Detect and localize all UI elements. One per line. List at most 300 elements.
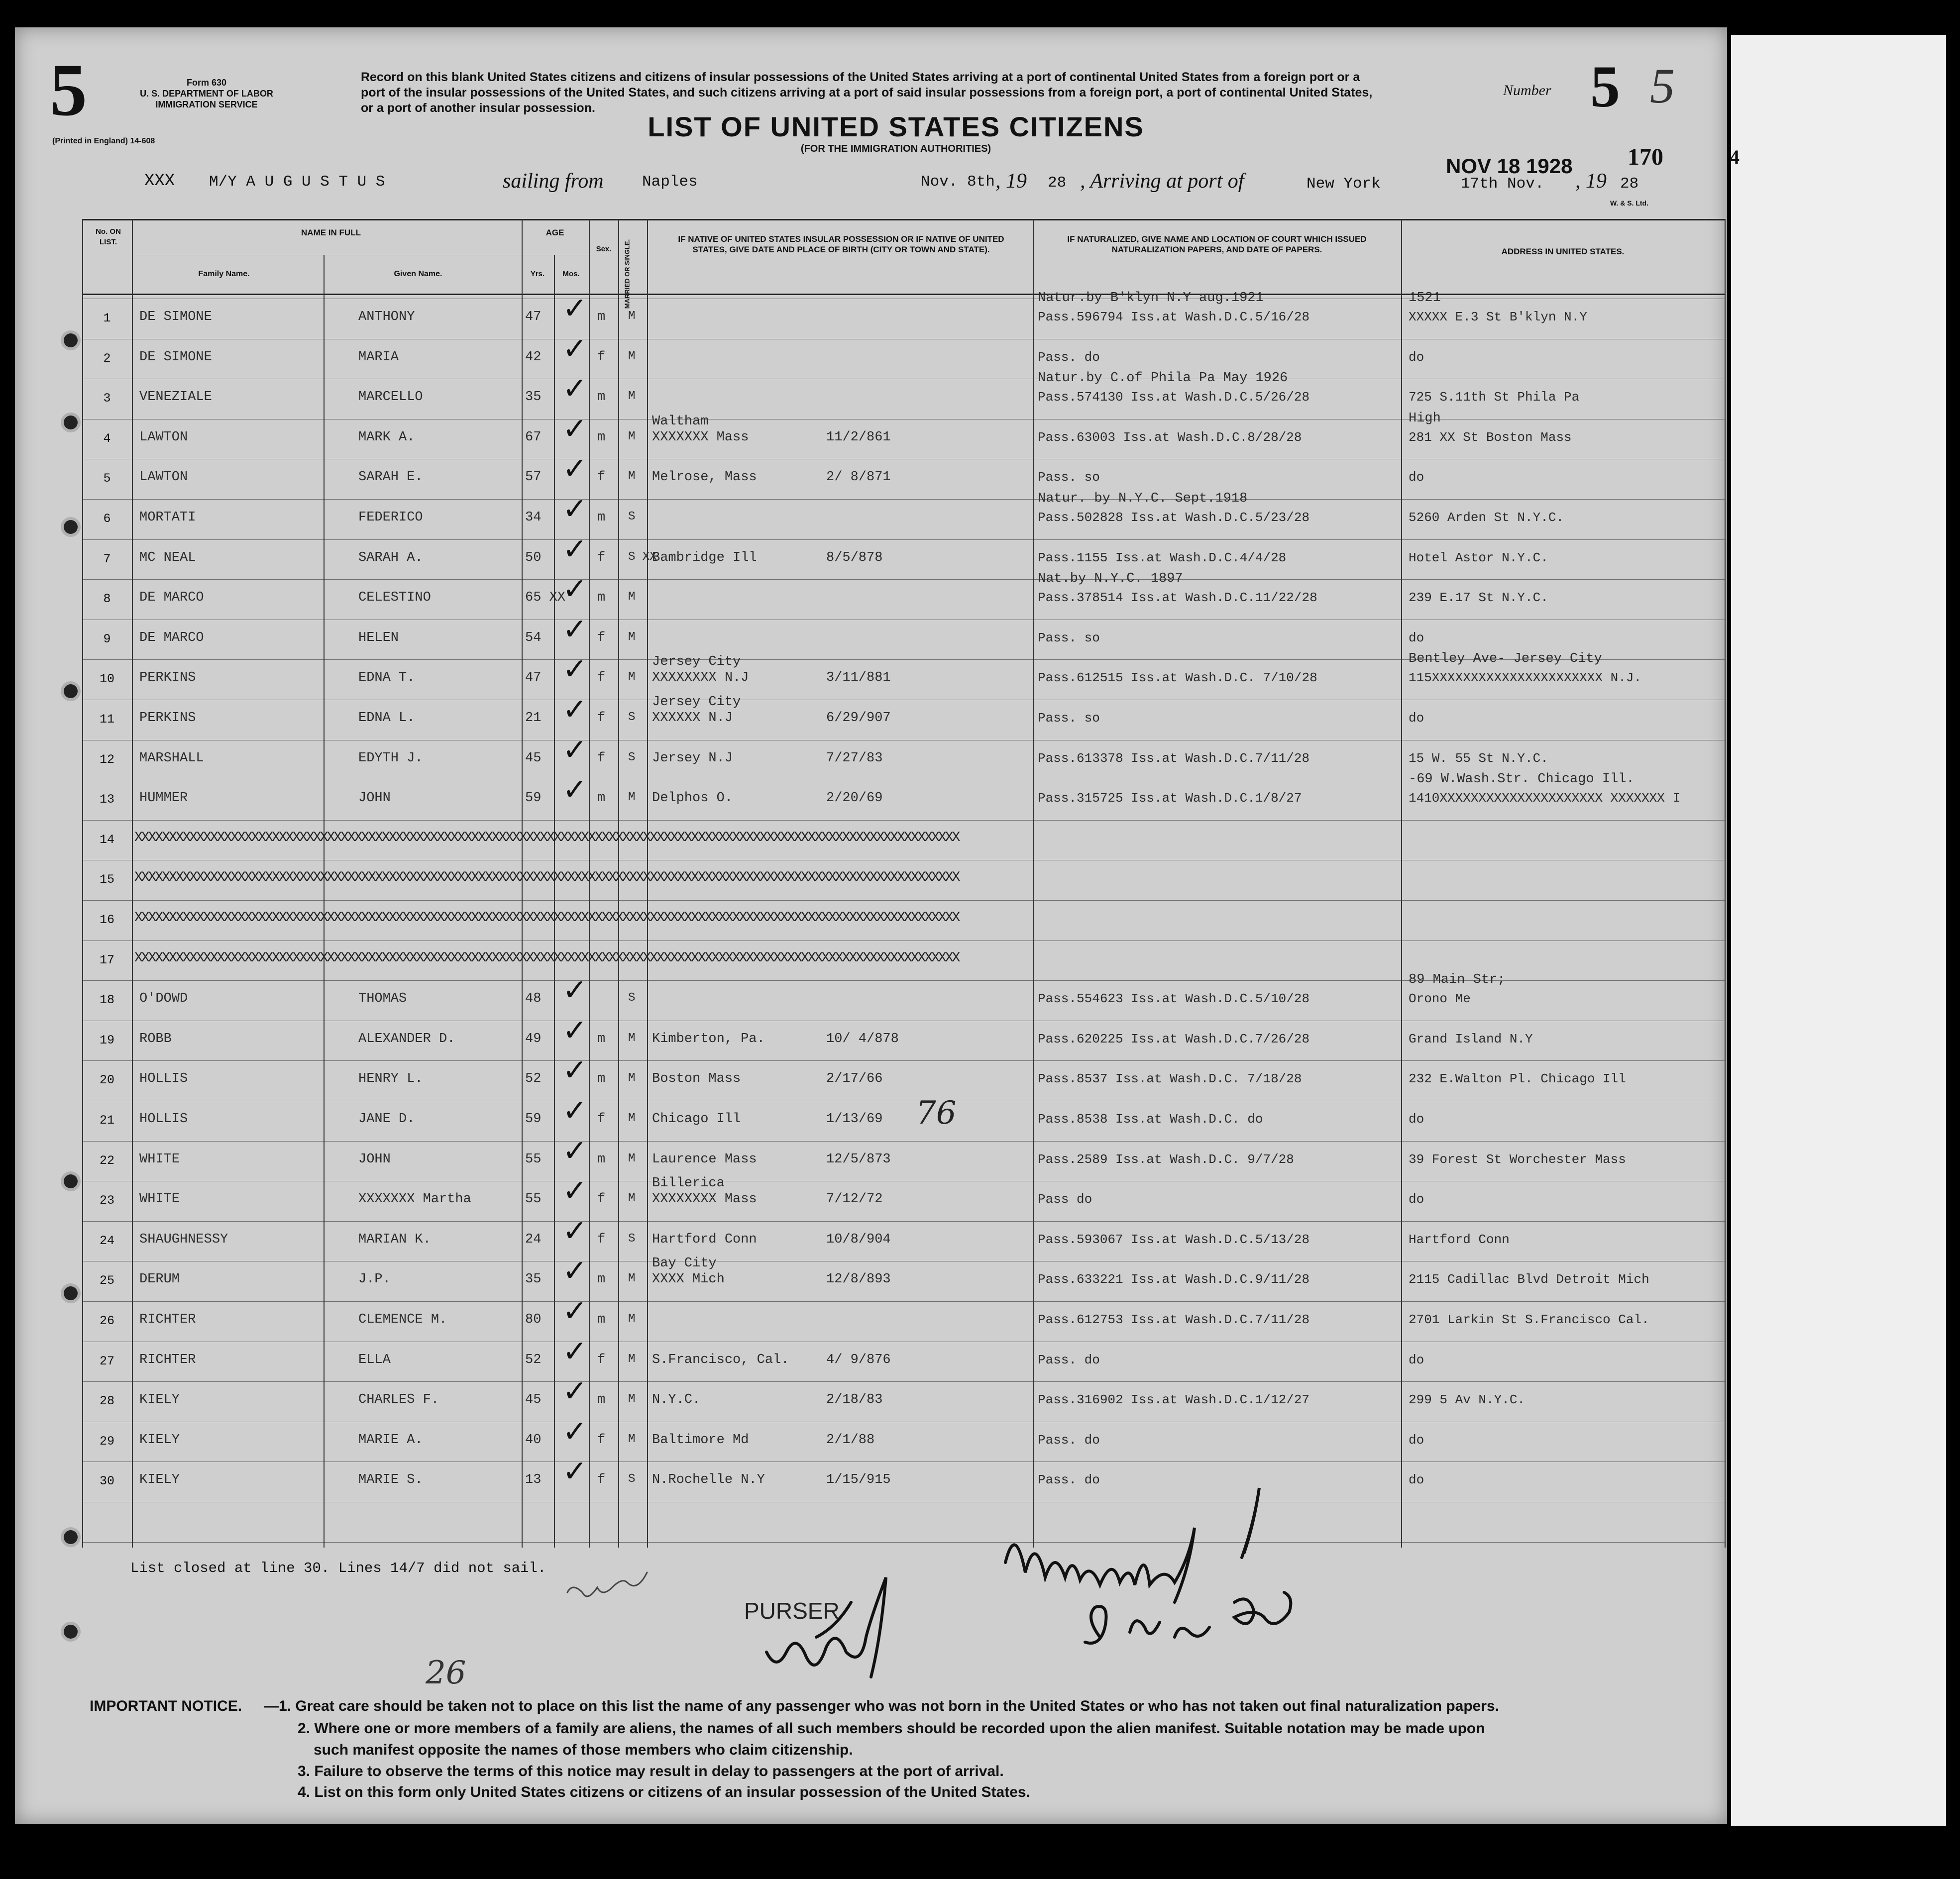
naturalization-court: Natur.by B'klyn N.Y aug.1921 — [1038, 291, 1264, 306]
birth-place: Bambridge Ill — [652, 550, 757, 565]
passport-details: Pass. so — [1038, 711, 1100, 726]
marital-status: S — [628, 1472, 636, 1486]
birth-place: Melrose, Mass — [652, 470, 757, 485]
check-mark: ✓ — [562, 1214, 588, 1249]
marital-status: M — [628, 1312, 636, 1326]
row-number: 27 — [99, 1354, 114, 1368]
row-number: 12 — [99, 752, 114, 767]
age-years: 40 — [525, 1433, 542, 1448]
header-instructions: Record on this blank United States citizens and citizens of insular possessions of the United States arriving at a port of continental United States from a foreign port or a port of the insular possessions of the United States, and such citizens arriving at a port of said insular possessions from a foreign port, a port of continental United States, or a port of another insular possession. — [361, 70, 1373, 115]
address: do — [1409, 1353, 1424, 1367]
birth-date: 2/17/66 — [826, 1071, 883, 1086]
marital-status: M — [628, 590, 636, 604]
closing-note: List closed at line 30. Lines 14/7 did not sail. — [130, 1560, 546, 1576]
passport-details: Pass. so — [1038, 630, 1100, 645]
given-name: XXXXXXX Martha — [358, 1192, 471, 1207]
family-name: O'DOWD — [139, 991, 188, 1006]
address: Hotel Astor N.Y.C. — [1409, 550, 1548, 565]
age-years: 45 — [525, 1392, 542, 1407]
given-name: MARIE S. — [358, 1472, 423, 1487]
address: 725 S.11th St Phila Pa — [1409, 390, 1580, 405]
marital-status: S — [628, 991, 636, 1005]
col-header-naturalized: IF NATURALIZED, GIVE NAME AND LOCATION OF COURT WHICH ISSUED NATURALIZATION PAPERS, AND DATE OF PAPERS. — [1067, 234, 1367, 254]
given-name: JANE D. — [358, 1112, 415, 1127]
naturalization-court: Natur.by C.of Phila Pa May 1926 — [1038, 371, 1288, 386]
age-years: 59 — [525, 1112, 542, 1127]
birth-date: 7/12/72 — [826, 1192, 883, 1207]
birth-date: 12/8/893 — [826, 1272, 891, 1287]
marital-status: S — [628, 751, 636, 764]
sex: f — [597, 630, 606, 645]
age-years: 45 — [525, 751, 542, 766]
birth-place: N.Y.C. — [652, 1392, 701, 1407]
given-name: MARCELLO — [358, 390, 423, 405]
sex: f — [597, 550, 606, 565]
given-name: MARIAN K. — [358, 1232, 431, 1247]
birth-date: 6/29/907 — [826, 711, 891, 726]
family-name: KIELY — [139, 1392, 180, 1407]
passport-details: Pass. do — [1038, 1433, 1100, 1448]
given-name: EDNA L. — [358, 711, 415, 726]
marital-status: M — [628, 1152, 636, 1165]
address: 115XXXXXXXXXXXXXXXXXXXXXX N.J. — [1409, 670, 1642, 685]
family-name: PERKINS — [139, 670, 196, 685]
passport-details: Pass.1155 Iss.at Wash.D.C.4/4/28 — [1038, 550, 1287, 565]
age-years: 57 — [525, 470, 542, 485]
address-line-1: 1521 — [1409, 291, 1441, 306]
birth-place-correction: Bay City — [652, 1256, 717, 1271]
number-label: Number — [1503, 82, 1551, 99]
address: do — [1409, 630, 1424, 645]
marital-status: M — [628, 1392, 636, 1406]
address: 281 XX St Boston Mass — [1409, 430, 1572, 445]
check-mark: ✓ — [562, 1334, 588, 1369]
marital-status: S — [628, 1232, 636, 1246]
given-name: THOMAS — [358, 991, 407, 1006]
sex: m — [597, 1071, 606, 1086]
marital-status: M — [628, 1353, 636, 1366]
given-name: CELESTINO — [358, 590, 431, 605]
port-from: Naples — [642, 173, 698, 191]
notice-item-4: 4. List on this form only United States citizens or citizens of an insular possession of the United States. — [298, 1784, 1030, 1800]
date-from: Nov. 8th — [921, 173, 995, 191]
sex: f — [597, 1232, 606, 1247]
sex: m — [597, 1032, 606, 1046]
family-name: WHITE — [139, 1152, 180, 1167]
check-mark: ✓ — [562, 492, 588, 526]
check-mark: ✓ — [562, 1093, 588, 1128]
check-mark: ✓ — [562, 331, 588, 366]
check-mark: ✓ — [562, 572, 588, 607]
row-number: 22 — [99, 1153, 114, 1168]
col-header-no: No. ON LIST. — [96, 227, 121, 246]
age-years: 59 — [525, 791, 542, 806]
printed-note: (Printed in England) 14-608 — [52, 137, 155, 145]
sex: f — [597, 1112, 606, 1127]
margin-number-26: 26 — [426, 1655, 466, 1691]
check-mark: ✓ — [562, 1374, 588, 1409]
birth-place-correction: Billerica — [652, 1176, 725, 1191]
row-number: 14 — [99, 833, 114, 847]
given-name: HENRY L. — [358, 1071, 423, 1086]
birth-date: 2/20/69 — [826, 791, 883, 806]
vessel-name: M/Y A U G U S T U S — [209, 173, 385, 191]
given-name: EDNA T. — [358, 670, 415, 685]
address: do — [1409, 350, 1424, 365]
family-name: MC NEAL — [139, 550, 196, 565]
check-mark: ✓ — [562, 1173, 588, 1208]
given-name: ANTHONY — [358, 310, 415, 324]
passport-details: Pass. so — [1038, 470, 1100, 485]
birth-place: Hartford Conn — [652, 1232, 757, 1247]
given-name: MARIE A. — [358, 1433, 423, 1448]
given-name: JOHN — [358, 791, 391, 806]
marital-status: M — [628, 1433, 636, 1446]
passport-details: Pass.613378 Iss.at Wash.D.C.7/11/28 — [1038, 751, 1310, 766]
family-name: SHAUGHNESSY — [139, 1232, 228, 1247]
passport-details: Pass. do — [1038, 350, 1100, 365]
check-mark: ✓ — [562, 732, 588, 767]
passport-details: Pass.315725 Iss.at Wash.D.C.1/8/27 — [1038, 791, 1302, 806]
struck-out-row: XXXXXXXXXXXXXXXXXXXXXXXXXXXXXXXXXXXXXXXXXXXXXXXXXXXXXXXXXXXXXXXXXXXXXXXXXXXXXXXXXXXXXXXXXXXXXXXXXXXXXXXXXXXXXXXXXXXXXXXX — [134, 870, 959, 885]
marital-status: M — [628, 1192, 636, 1205]
marital-status: M — [628, 1112, 636, 1125]
family-name: ROBB — [139, 1032, 172, 1046]
birth-place: XXXXXXX Mass — [652, 430, 749, 445]
notice-item-1: —1. Great care should be taken not to place on this list the name of any passenger who was not born in the United States or who has not taken out final naturalization papers. — [264, 1698, 1500, 1714]
birth-place: XXXXXX N.J — [652, 711, 733, 726]
address: 299 5 Av N.Y.C. — [1409, 1392, 1525, 1407]
birth-place: Delphos O. — [652, 791, 733, 806]
passport-details: Pass.612753 Iss.at Wash.D.C.7/11/28 — [1038, 1312, 1310, 1327]
given-name: JOHN — [358, 1152, 391, 1167]
check-mark: ✓ — [562, 652, 588, 687]
birth-place: Boston Mass — [652, 1071, 741, 1086]
age-years: 35 — [525, 1272, 542, 1287]
arriving-label: , Arriving at port of — [1080, 170, 1244, 193]
given-name: FEDERICO — [358, 510, 423, 525]
marital-status: M — [628, 470, 636, 483]
family-name: HOLLIS — [139, 1071, 188, 1086]
naturalization-court: Nat.by N.Y.C. 1897 — [1038, 571, 1183, 586]
passport-details: Pass.596794 Iss.at Wash.D.C.5/16/28 — [1038, 310, 1310, 324]
sex: f — [597, 751, 606, 766]
given-name: EDYTH J. — [358, 751, 423, 766]
row-number: 18 — [99, 993, 114, 1007]
birth-date: 1/13/69 — [826, 1112, 883, 1127]
address: do — [1409, 470, 1424, 485]
col-header-name: NAME IN FULL — [301, 228, 361, 237]
family-name: HOLLIS — [139, 1112, 188, 1127]
row-number: 1 — [103, 311, 111, 325]
birth-place: Kimberton, Pa. — [652, 1032, 765, 1046]
check-mark: ✓ — [562, 1253, 588, 1288]
row-number: 17 — [99, 953, 114, 967]
sex: f — [597, 350, 606, 365]
officer-signature — [1005, 1528, 1195, 1602]
row-number: 8 — [103, 592, 111, 606]
address-line-1: -69 W.Wash.Str. Chicago Ill. — [1409, 772, 1634, 787]
given-name: MARK A. — [358, 430, 415, 445]
address: 39 Forest St Worchester Mass — [1409, 1152, 1626, 1167]
address: 1410XXXXXXXXXXXXXXXXXXXXX XXXXXXX I — [1409, 791, 1681, 806]
age-years: 52 — [525, 1071, 542, 1086]
sex: f — [597, 470, 606, 485]
family-name: DE MARCO — [139, 590, 204, 605]
age-years: 50 — [525, 550, 542, 565]
birth-date: 1/15/915 — [826, 1472, 891, 1487]
date-to: 17th Nov. — [1461, 175, 1544, 193]
family-name: VENEZIALE — [139, 390, 212, 405]
age-years: 55 — [525, 1152, 542, 1167]
year-from: 28 — [1048, 174, 1067, 192]
sex: m — [597, 430, 606, 445]
address: do — [1409, 1112, 1424, 1127]
given-name: HELEN — [358, 630, 399, 645]
row-number: 6 — [103, 512, 111, 526]
year-to: 28 — [1620, 175, 1639, 193]
service: IMMIGRATION SERVICE — [155, 100, 258, 109]
check-mark: ✓ — [562, 1134, 588, 1168]
check-mark: ✓ — [562, 692, 588, 727]
passport-details: Pass.612515 Iss.at Wash.D.C. 7/10/28 — [1038, 670, 1317, 685]
address: do — [1409, 1192, 1424, 1207]
page-subtitle: (FOR THE IMMIGRATION AUTHORITIES) — [800, 143, 991, 154]
check-mark: ✓ — [562, 1053, 588, 1088]
row-number: 29 — [99, 1434, 114, 1449]
check-mark: ✓ — [562, 451, 588, 486]
address-line-1: Bentley Ave- Jersey City — [1409, 651, 1602, 666]
given-name: MARIA — [358, 350, 399, 365]
address: Hartford Conn — [1409, 1232, 1510, 1247]
col-header-sex: Sex. — [596, 245, 612, 253]
row-number: 2 — [103, 351, 111, 366]
naturalization-court: Natur. by N.Y.C. Sept.1918 — [1038, 491, 1248, 506]
family-name: DE SIMONE — [139, 350, 212, 365]
page-mark: 5 — [50, 49, 87, 131]
check-mark: ✓ — [562, 612, 588, 647]
notice-item-2b: such manifest opposite the names of those members who claim citizenship. — [314, 1742, 853, 1758]
marital-status: M — [628, 791, 636, 804]
birth-place-correction: Jersey City — [652, 695, 741, 710]
sex: m — [597, 1392, 606, 1407]
row-number: 19 — [99, 1033, 114, 1047]
family-name: KIELY — [139, 1472, 180, 1487]
birth-date: 7/27/83 — [826, 751, 883, 766]
birth-place: Chicago Ill — [652, 1112, 741, 1127]
notice-heading: IMPORTANT NOTICE. — [90, 1698, 242, 1714]
passport-details: Pass.63003 Iss.at Wash.D.C.8/28/28 — [1038, 430, 1302, 445]
notice-item-2: 2. Where one or more members of a family are aliens, the names of all such members should be recorded upon the alien manifest. Suitable notation may be made upon — [298, 1720, 1485, 1737]
date-stamp: NOV 18 1928 — [1446, 154, 1573, 178]
birth-place: XXXXXXXX N.J — [652, 670, 749, 685]
family-name: MARSHALL — [139, 751, 204, 766]
row-number: 15 — [99, 872, 114, 887]
check-mark: ✓ — [562, 371, 588, 406]
passport-details: Pass.574130 Iss.at Wash.D.C.5/26/28 — [1038, 390, 1310, 405]
struck-out-row: XXXXXXXXXXXXXXXXXXXXXXXXXXXXXXXXXXXXXXXXXXXXXXXXXXXXXXXXXXXXXXXXXXXXXXXXXXXXXXXXXXXXXXXXXXXXXXXXXXXXXXXXXXXXXXXXXXXXXXXX — [134, 950, 959, 966]
col-header-age: AGE — [545, 228, 564, 237]
marital-status: M — [628, 310, 636, 323]
age-years: 49 — [525, 1032, 542, 1046]
sex: m — [597, 590, 606, 605]
given-name: ALEXANDER D. — [358, 1032, 455, 1046]
birth-date: 2/18/83 — [826, 1392, 883, 1407]
passport-details: Pass. do — [1038, 1353, 1100, 1367]
marital-status: S — [628, 510, 636, 523]
row-number: 11 — [99, 712, 114, 727]
check-mark: ✓ — [562, 1454, 588, 1489]
row-number: 23 — [99, 1193, 114, 1208]
check-mark: ✓ — [562, 412, 588, 446]
age-years: 48 — [525, 991, 542, 1006]
family-name: LAWTON — [139, 470, 188, 485]
birth-date: 11/2/861 — [826, 430, 891, 445]
sex: m — [597, 1272, 606, 1287]
address: 239 E.17 St N.Y.C. — [1409, 590, 1548, 605]
marital-status: M — [628, 670, 636, 684]
year-label-from: , 19 — [995, 170, 1027, 193]
col-header-mos: Mos. — [562, 270, 580, 278]
address: do — [1409, 711, 1424, 726]
check-mark: ✓ — [562, 772, 588, 807]
row-number: 25 — [99, 1273, 114, 1288]
port-to: New York — [1307, 175, 1381, 193]
family-name: DE MARCO — [139, 630, 204, 645]
family-name: WHITE — [139, 1192, 180, 1207]
col-header-family-name: Family Name. — [198, 270, 250, 278]
family-name: DE SIMONE — [139, 310, 212, 324]
page-count: 170 — [1628, 144, 1663, 170]
passport-details: Pass.554623 Iss.at Wash.D.C.5/10/28 — [1038, 991, 1310, 1006]
year-label-to: , 19 — [1575, 170, 1607, 193]
vessel-prefix: XXX — [144, 172, 175, 191]
given-name: ELLA — [358, 1353, 391, 1367]
struck-out-row: XXXXXXXXXXXXXXXXXXXXXXXXXXXXXXXXXXXXXXXXXXXXXXXXXXXXXXXXXXXXXXXXXXXXXXXXXXXXXXXXXXXXXXXXXXXXXXXXXXXXXXXXXXXXXXXXXXXXXXXX — [134, 910, 959, 926]
age-years: 54 — [525, 630, 542, 645]
family-name: RICHTER — [139, 1312, 196, 1327]
age-years: 80 — [525, 1312, 542, 1327]
sex: f — [597, 1192, 606, 1207]
passport-details: Pass.316902 Iss.at Wash.D.C.1/12/27 — [1038, 1392, 1310, 1407]
given-name: SARAH A. — [358, 550, 423, 565]
birth-date: 4/ 9/876 — [826, 1353, 891, 1367]
passport-details: Pass.633221 Iss.at Wash.D.C.9/11/28 — [1038, 1272, 1310, 1287]
edge-mark: 4 — [1730, 146, 1740, 168]
notice-item-3: 3. Failure to observe the terms of this notice may result in delay to passengers at the port of arrival. — [298, 1763, 1004, 1779]
col-header-married: MARRIED OR SINGLE. — [623, 239, 631, 309]
purser-label: PURSER — [744, 1598, 840, 1624]
address: 15 W. 55 St N.Y.C. — [1409, 751, 1548, 766]
check-mark: ✓ — [562, 532, 588, 567]
age-years: 21 — [525, 711, 542, 726]
row-number: 26 — [99, 1314, 114, 1328]
row-number: 28 — [99, 1394, 114, 1408]
passport-details: Pass do — [1038, 1192, 1092, 1207]
given-name: SARAH E. — [358, 470, 423, 485]
struck-out-row: XXXXXXXXXXXXXXXXXXXXXXXXXXXXXXXXXXXXXXXXXXXXXXXXXXXXXXXXXXXXXXXXXXXXXXXXXXXXXXXXXXXXXXXXXXXXXXXXXXXXXXXXXXXXXXXXXXXXXXXX — [134, 830, 959, 845]
age-years: 34 — [525, 510, 542, 525]
row-number: 13 — [99, 792, 114, 807]
marital-status: M — [628, 630, 636, 644]
age-years: 42 — [525, 350, 542, 365]
address: do — [1409, 1433, 1424, 1448]
birth-date: 2/1/88 — [826, 1433, 875, 1448]
check-mark: ✓ — [562, 973, 588, 1008]
row-number: 30 — [99, 1474, 114, 1488]
row-number: 7 — [103, 552, 111, 566]
passport-details: Pass.8538 Iss.at Wash.D.C. do — [1038, 1112, 1263, 1127]
sex: f — [597, 1472, 606, 1487]
family-name: LAWTON — [139, 430, 188, 445]
birth-place-correction: Waltham — [652, 414, 709, 429]
sex: m — [597, 1312, 606, 1327]
list-number: 5 — [1590, 53, 1620, 119]
row-number: 4 — [103, 431, 111, 446]
address: Orono Me — [1409, 991, 1471, 1006]
family-name: KIELY — [139, 1433, 180, 1448]
passport-details: Pass.2589 Iss.at Wash.D.C. 9/7/28 — [1038, 1152, 1294, 1167]
given-name: J.P. — [358, 1272, 391, 1287]
row-number: 3 — [103, 391, 111, 406]
age-years: 13 — [525, 1472, 542, 1487]
department: U. S. DEPARTMENT OF LABOR — [140, 89, 273, 99]
sex: m — [597, 390, 606, 405]
birth-date: 10/ 4/878 — [826, 1032, 899, 1046]
sex: f — [597, 711, 606, 726]
passport-details: Pass.620225 Iss.at Wash.D.C.7/26/28 — [1038, 1032, 1310, 1046]
passport-details: Pass.593067 Iss.at Wash.D.C.5/13/28 — [1038, 1232, 1310, 1247]
birth-place: XXXX Mich — [652, 1272, 725, 1287]
family-name: PERKINS — [139, 711, 196, 726]
birth-place: Jersey N.J — [652, 751, 733, 766]
address-line-1: 89 Main Str; — [1409, 972, 1506, 987]
row-number: 10 — [99, 672, 114, 686]
address: 5260 Arden St N.Y.C. — [1409, 510, 1564, 525]
family-name: MORTATI — [139, 510, 196, 525]
col-header-address: ADDRESS IN UNITED STATES. — [1501, 247, 1625, 256]
marital-status: M — [628, 1071, 636, 1085]
sex: m — [597, 791, 606, 806]
age-years: 47 — [525, 310, 542, 324]
row-number: 16 — [99, 913, 114, 927]
col-header-given-name: Given Name. — [394, 270, 442, 278]
check-mark: ✓ — [562, 1013, 588, 1048]
marital-status: M — [628, 390, 636, 403]
family-name: DERUM — [139, 1272, 180, 1287]
initials — [1085, 1606, 1209, 1643]
address: Grand Island N.Y — [1409, 1032, 1533, 1046]
birth-date: 2/ 8/871 — [826, 470, 891, 485]
form-number: Form 630 — [186, 78, 227, 88]
age-years: 67 — [525, 430, 542, 445]
birth-place: Baltimore Md — [652, 1433, 749, 1448]
given-name: CHARLES F. — [358, 1392, 439, 1407]
sailing-from-label: sailing from — [503, 170, 604, 193]
address: 232 E.Walton Pl. Chicago Ill — [1409, 1071, 1626, 1086]
list-number-handwritten: 5 — [1650, 58, 1675, 113]
marital-status: M — [628, 430, 636, 443]
passport-details: Pass.502828 Iss.at Wash.D.C.5/23/28 — [1038, 510, 1310, 525]
row-number: 24 — [99, 1234, 114, 1248]
birth-place: N.Rochelle N.Y — [652, 1472, 765, 1487]
marital-status: M — [628, 1032, 636, 1045]
marital-status: S XX — [628, 550, 657, 564]
family-name: RICHTER — [139, 1353, 196, 1367]
birth-date: 8/5/878 — [826, 550, 883, 565]
sex: m — [597, 510, 606, 525]
birth-date: 3/11/881 — [826, 670, 891, 685]
